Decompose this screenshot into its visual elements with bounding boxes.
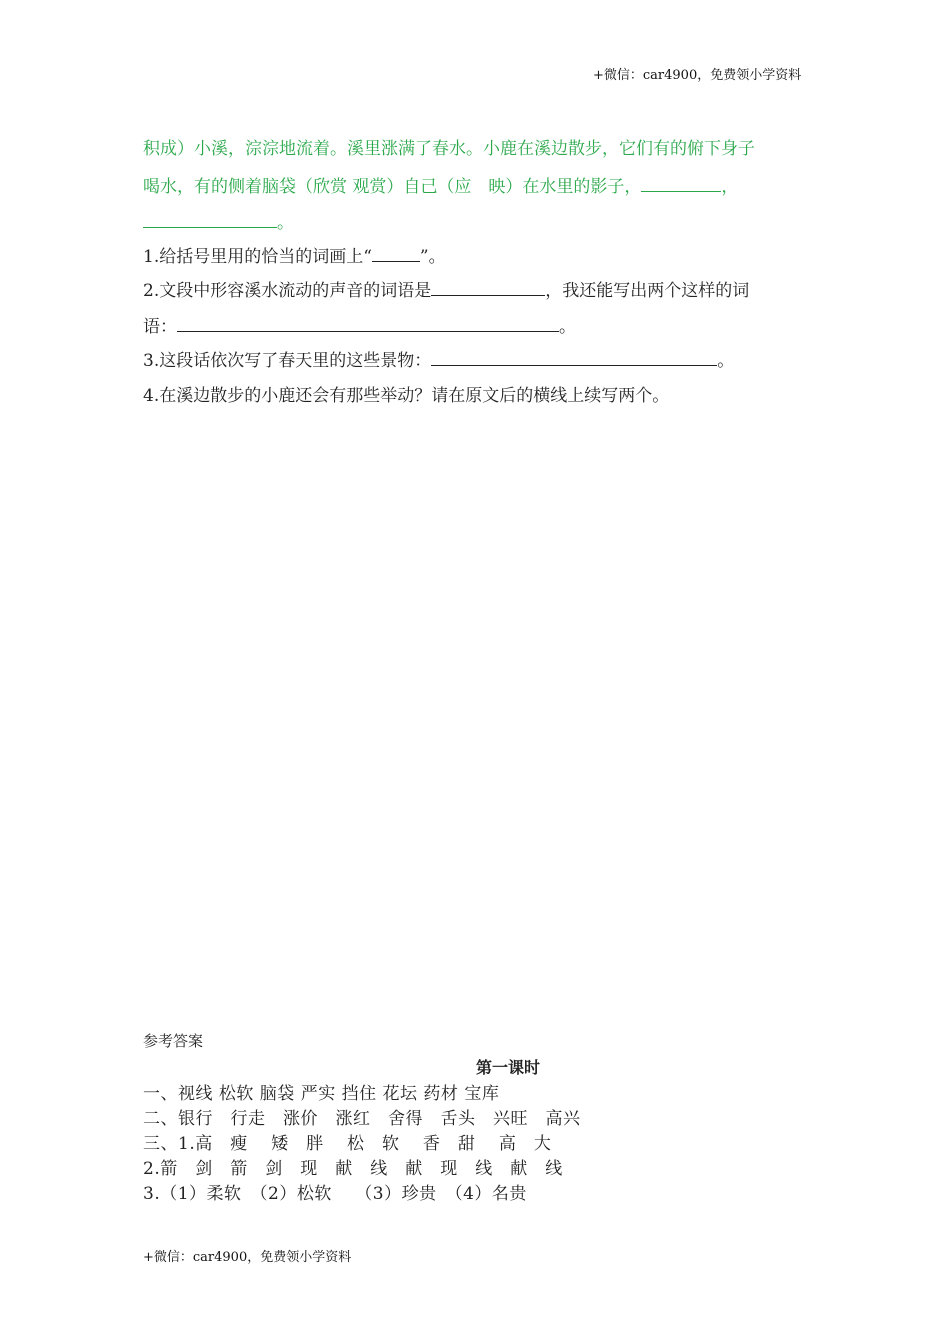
answer-line-3: 三、1.高 瘦 矮 胖 松 软 香 甜 高 大: [143, 1134, 552, 1154]
answer-line-4: 2.箭 剑 箭 剑 现 献 线 献 现 线 献 线: [143, 1159, 563, 1179]
passage-line-3: [143, 208, 294, 233]
footer-watermark-text: +微信：car4900，免费领小学资料: [143, 1250, 352, 1265]
passage-line-3-end: 。: [277, 213, 294, 233]
lesson-title: 第一课时: [476, 1058, 541, 1077]
question-1-prefix: 1.给括号里用的恰当的词画上“: [143, 247, 372, 267]
passage-line-2-comma: ，: [721, 177, 739, 197]
question-1-suffix: ”。: [419, 247, 446, 267]
passage-line-2-text: 喝水，有的侧着脑袋（欣赏 观赏）自己（应 映）在水里的影子，: [143, 177, 642, 197]
question-1: [143, 242, 446, 267]
answer-line-5: 3.（1）柔软 （2）松软 （3）珍贵 （4）名贵: [143, 1184, 527, 1204]
answer-line-2: 二、银行 行走 涨价 涨红 舍得 舌头 兴旺 高兴: [143, 1109, 581, 1129]
question-4: 4.在溪边散步的小鹿还会有那些举动？请在原文后的横线上续写两个。: [143, 386, 670, 406]
question-2-suffix: ，我还能写出两个这样的词: [545, 281, 750, 301]
question-3-blank[interactable]: [431, 349, 717, 366]
question-2-line-2-prefix: 语：: [143, 317, 177, 337]
passage-line-2: [143, 172, 738, 197]
question-3: [143, 346, 734, 371]
question-2-line-2-suffix: 。: [559, 317, 576, 337]
question-2-words-blank[interactable]: [177, 315, 559, 332]
answers-label: 参考答案: [143, 1032, 204, 1050]
question-2-line-2: [143, 312, 576, 337]
question-3-suffix: 。: [717, 351, 735, 371]
question-3-prefix: 3.这段话依次写了春天里的这些景物：: [143, 351, 432, 371]
question-2-blank[interactable]: [431, 279, 545, 296]
question-1-blank[interactable]: [372, 245, 420, 262]
passage-line-1: 积成）小溪，淙淙地流着。溪里涨满了春水。小鹿在溪边散步，它们有的俯下身子: [143, 139, 755, 159]
question-2: [143, 276, 749, 301]
answer-line-1: 一、视线 松软 脑袋 严实 挡住 花坛 药材 宝库: [143, 1084, 500, 1104]
continuation-blank-1[interactable]: [641, 175, 721, 192]
header-watermark-text: +微信：car4900，免费领小学资料: [593, 68, 802, 83]
question-2-prefix: 2.文段中形容溪水流动的声音的词语是: [143, 281, 432, 301]
continuation-blank-2[interactable]: [143, 211, 277, 228]
